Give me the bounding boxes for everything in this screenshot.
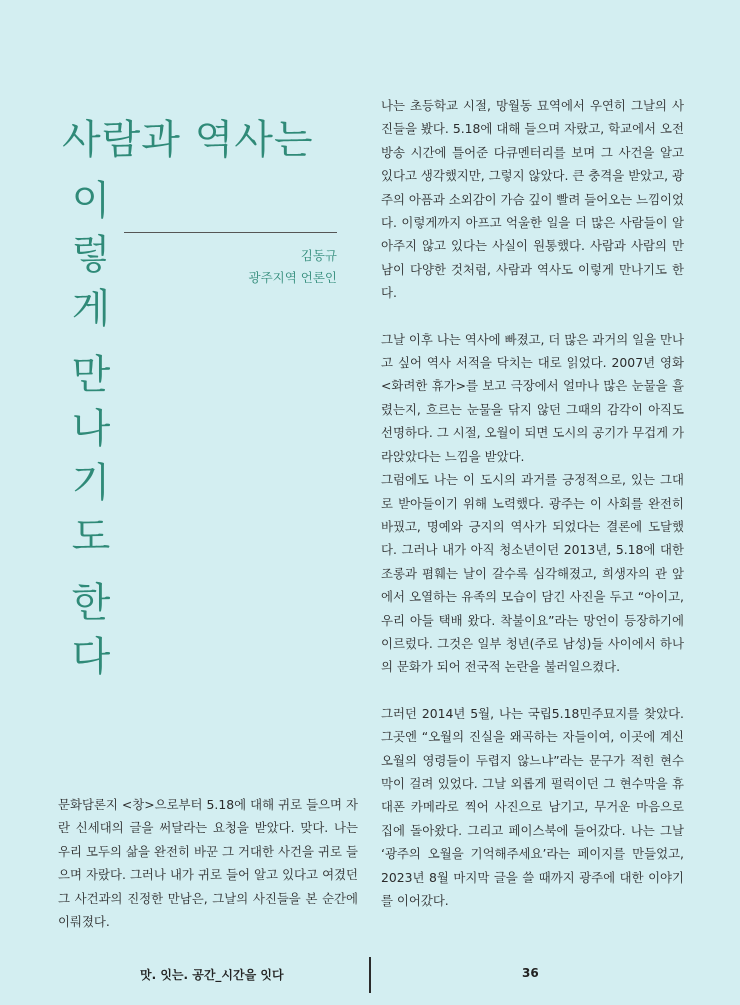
title-divider bbox=[124, 232, 337, 233]
title-vertical bbox=[64, 174, 118, 684]
body-paragraph: 그럼에도 나는 이 도시의 과거를 긍정적으로, 있는 그대로 받아들이기 위해 노력했다. 광주는 이 사회를 완전히 바꿨고, 명예와 긍지의 역사가 되었다는 결론에 도달했다. 그러나 내가 아직 청소년이던 2013년, 5.18에 대한 조롱과 폄훼는 날이 갈수록 심각해졌고, 희생자의 관 앞에서 오열하는 유족의 모습이 담긴 사진을 두고 “아이고, 우리 아들 택배 왔다. 착불이요”라는 망언이 등장하기에 이르렀다. 그것은 일부 청년(주로 남성)들 사이에서 하나의 문화가 되어 전국적 논란을 불러일으켰다. bbox=[381, 472, 684, 675]
title-char: 나 bbox=[71, 406, 111, 452]
title-char: 기 bbox=[71, 460, 111, 506]
title-char: 도 bbox=[71, 514, 111, 560]
intro-paragraph: 문화담론지 <창>으로부터 5.18에 대해 귀로 들으며 자란 신세대의 글을 써달라는 요청을 받았다. 맞다. 나는 우리 모두의 삶을 완전히 바꾼 그 거대한 사건을 귀로 들으며 자랐다. 그러나 내가 귀로 들어 알고 있다고 여겼던 그 사건과의 진정한 만남은, 그날의 사진들을 본 순간에 이뤄졌다. bbox=[58, 797, 358, 930]
body-paragraph: 그날 이후 나는 역사에 빠졌고, 더 많은 과거의 일을 만나고 싶어 역사 서적을 닥치는 대로 읽었다. 2007년 영화 <화려한 휴가>를 보고 극장에서 얼마나 많은 눈물을 흘렸는지, 흐르는 눈물을 닦지 않던 그때의 감각이 아직도 선명하다. 그 시절, 오월이 되면 도시의 공기가 무겁게 가라앉았다는 느낌을 받았다. bbox=[381, 331, 684, 464]
body-paragraph: 나는 초등학교 시절, 망월동 묘역에서 우연히 그날의 사진들을 봤다. 5.18에 대해 들으며 자랐고, 학교에서 오전 방송 시간에 틀어준 다큐멘터리를 보며 그 사건을 알고 있다고 생각했지만, 그렇지 않았다. 큰 충격을 받았고, 광주의 아픔과 소외감이 가슴 깊이 빨려 들어오는 느낌이었다. 이렇게까지 아프고 억울한 일을 더 많은 사람들이 알아주지 않고 있다는 사실이 원통했다. 사람과 사람의 만남이 다양한 것처럼, 사람과 역사도 이렇게 만나기도 한다. bbox=[381, 98, 684, 301]
title-gap bbox=[64, 336, 118, 348]
title-char: 만 bbox=[71, 352, 111, 398]
paragraph-gap bbox=[381, 305, 684, 328]
body-paragraph: 그러던 2014년 5월, 나는 국립5.18민주묘지를 찾았다. 그곳엔 “오월의 진실을 왜곡하는 자들이여, 이곳에 계신 오월의 영령들이 두렵지 않느냐”라는 문구가 적힌 현수막이 걸려 있었다. 그날 외롭게 펄럭이던 그 현수막을 휴대폰 카메라로 찍어 사진으로 남기고, 무거운 마음으로 집에 돌아왔다. 그리고 페이스북에 들어갔다. 나는 그날 ‘광주의 오월을 기억해주세요’라는 페이지를 만들었고, 2023년 8월 마지막 글을 쓸 때까지 광주에 대한 이야기를 이어갔다. bbox=[381, 705, 684, 908]
title-char: 다 bbox=[71, 634, 111, 680]
title-char: 한 bbox=[71, 580, 111, 626]
footer-divider bbox=[369, 957, 371, 993]
author-title: 광주지역 언론인 bbox=[248, 270, 337, 285]
title-line-1: 사람과 역사는 bbox=[62, 117, 314, 163]
body-column-right bbox=[381, 94, 684, 912]
title-char: 이 bbox=[71, 178, 111, 224]
paragraph-gap bbox=[381, 679, 684, 702]
footer-section-title: 맛. 잇는. 공간_시간을 잇다 bbox=[140, 968, 284, 982]
author-name: 김동규 bbox=[300, 248, 337, 263]
title-gap bbox=[64, 564, 118, 576]
title-char: 게 bbox=[71, 286, 111, 332]
title-char: 렇 bbox=[71, 232, 111, 278]
page-number: 36 bbox=[522, 966, 539, 980]
body-column-left bbox=[58, 793, 358, 933]
